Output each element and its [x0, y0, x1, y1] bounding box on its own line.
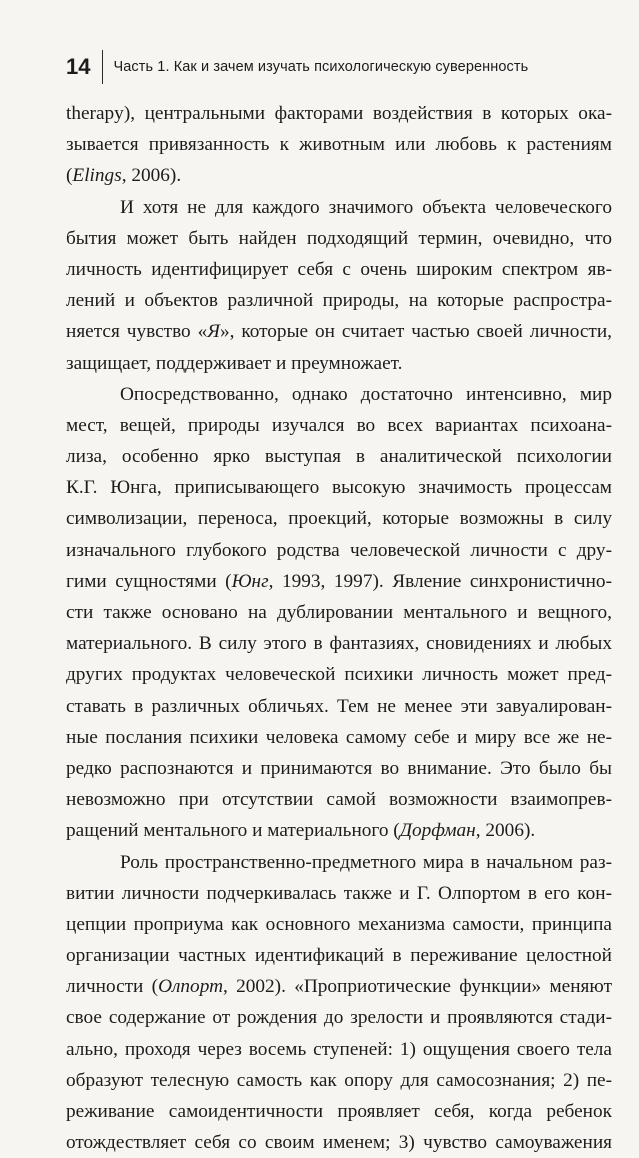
text-line: К.Г. Юнга, приписывающего высокую значимость процессам: [66, 477, 612, 499]
text-line: бытия может быть найден подходящий термин, очевидно, что: [66, 227, 612, 249]
text-line: изначального глубокого родства человеческой личности с дру-: [66, 539, 612, 561]
text-line: невозможно при отсутствии самой возможности взаимопрев-: [66, 789, 612, 811]
text-line: ные послания психики человека самому себе и миру все же не-: [66, 726, 612, 748]
text-segment: , 2006).: [121, 165, 182, 187]
body-text: [66, 98, 612, 1158]
text-segment: , 2006).: [475, 820, 536, 842]
running-head: [66, 50, 528, 84]
text-line: образуют телесную самость как опору для самосознания; 2) пе-: [66, 1069, 612, 1091]
text-line: личность идентифицирует себя с очень широким спектром яв-: [66, 258, 612, 280]
citation-author: Я: [207, 321, 220, 343]
text-line: [66, 316, 612, 347]
citation-author: Олпорт: [158, 976, 224, 998]
text-line: [66, 160, 612, 191]
text-line: редко распознаются и принимаются во внимание. Это было бы: [66, 757, 612, 779]
text-segment: личности (: [66, 976, 159, 998]
text-line: реживание самоидентичности проявляет себя, когда ребенок: [66, 1101, 612, 1122]
text-line: [66, 815, 612, 846]
text-line: ставать в различных обличьях. Тем не менее эти завуалирован-: [66, 695, 612, 717]
text-line: отождествляет себя со своим именем; 3) чувство самоуважения: [66, 1132, 612, 1154]
text-line: therapy), центральными факторами воздействия в которых ока-: [66, 103, 612, 124]
text-line: витии личности подчеркивалась также и Г. Олпортом в его кон-: [66, 882, 612, 904]
text-line: И хотя не для каждого значимого объекта человеческого: [120, 196, 612, 218]
text-line: лений и объектов различной природы, на которые распростра-: [66, 290, 612, 312]
text-line: символизации, переноса, проекций, которые возможны в силу: [66, 508, 612, 530]
citation-author: Дорфман: [399, 820, 476, 842]
text-segment: ращений ментального и материального (: [66, 820, 400, 842]
text-line: цепции проприума как основного механизма самости, принципа: [66, 913, 612, 935]
text-line: Опосредствованно, однако достаточно интенсивно, мир: [120, 383, 612, 405]
text-segment: », которые он считает частью своей личности,: [219, 321, 612, 343]
text-line: защищает, поддерживает и преумножает.: [66, 352, 403, 374]
text-line: свое содержание от рождения до зрелости и проявляются стади-: [66, 1007, 612, 1029]
text-line: сти также основано на дублировании ментального и вещного,: [66, 602, 612, 623]
citation-author: Elings: [72, 165, 122, 187]
citation-author: Юнг: [231, 570, 269, 592]
text-line: ально, проходя через восемь ступеней: 1) ощущения своего тела: [66, 1038, 612, 1060]
text-segment: гими сущностями (: [66, 570, 232, 592]
text-line: организации частных идентификаций в переживание целостной: [66, 945, 612, 967]
page-number: 14: [66, 54, 91, 79]
text-line: материального. В силу этого в фантазиях, сновидениях и любых: [66, 633, 612, 655]
text-line: лиза, особенно ярко выступая в аналитической психологии: [66, 446, 612, 468]
text-line: [66, 971, 612, 1002]
text-segment: (: [66, 165, 73, 187]
text-line: зывается привязанность к животным или любовь к растениям: [66, 134, 612, 156]
text-segment: няется чувство «: [66, 321, 208, 343]
text-line: [66, 566, 612, 597]
text-segment: , 1993, 1997). Явление синхронистично-: [268, 570, 612, 592]
text-line: Роль пространственно-предметного мира в начальном раз-: [120, 851, 612, 873]
chapter-title: Часть 1. Как и зачем изучать психологическую суверенность: [113, 59, 529, 75]
text-line: мест, вещей, природы изучался во всех вариантах психоана-: [66, 414, 612, 436]
text-line: других продуктах человеческой психики личность может пред-: [66, 664, 612, 686]
header-divider: [102, 50, 103, 84]
text-segment: , 2002). «Проприотические функции» меняют: [223, 976, 612, 998]
